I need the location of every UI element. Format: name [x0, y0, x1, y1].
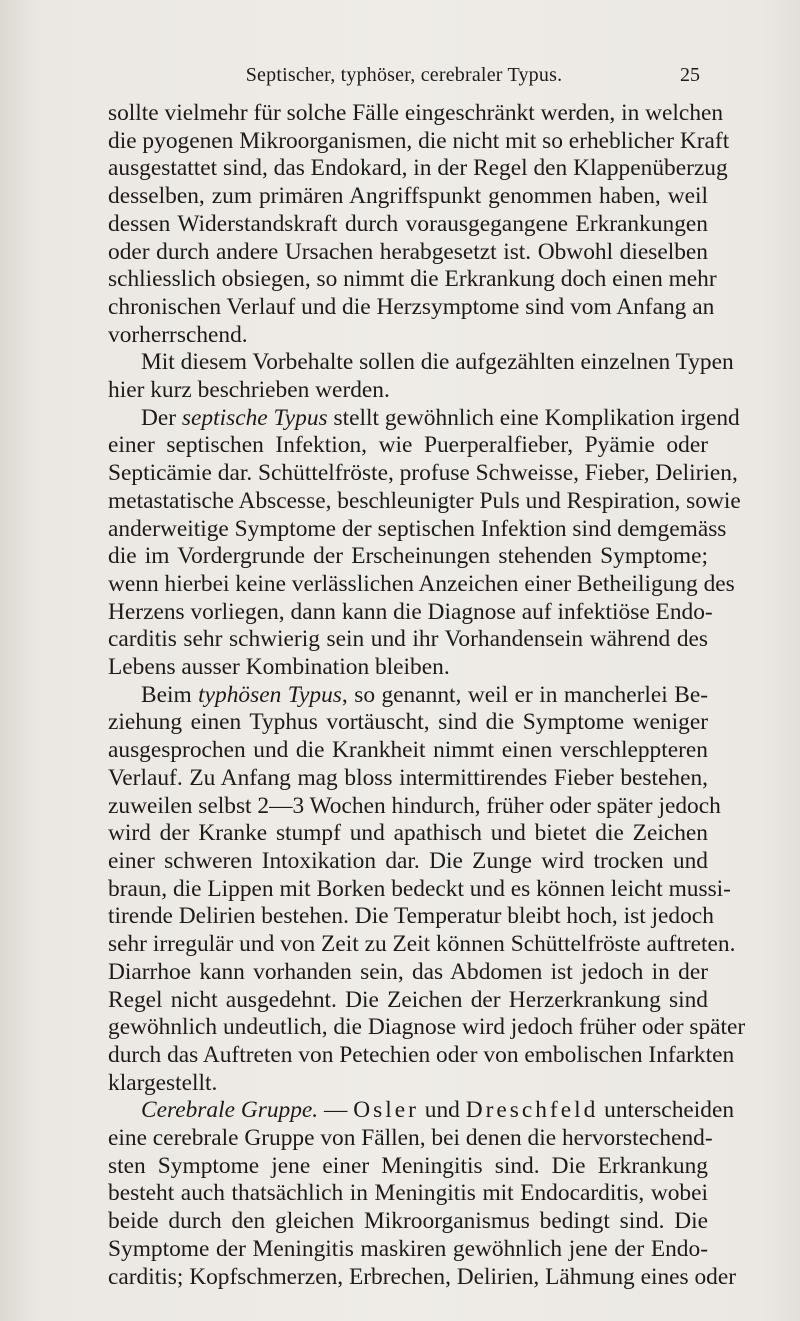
- page-header: [108, 60, 700, 90]
- text-line: sehr irregulär und von Zeit zu Zeit können Schüttelfröste auftreten.: [108, 931, 736, 958]
- text-line: braun, die Lippen mit Borken bedeckt und es können leicht mussi-: [108, 875, 731, 902]
- text-line: ziehung einen Typhus vortäuscht, sind die Symptome weniger: [108, 709, 708, 736]
- text-line: anderweitige Symptome der septischen Infektion sind demgemäss: [108, 515, 727, 542]
- lead-rest: stellt gewöhnlich eine Komplikation irgend: [327, 404, 740, 431]
- author-osler: Osler: [353, 1097, 419, 1124]
- lead-and: und: [418, 1097, 466, 1124]
- text-line: ausgesprochen und die Krankheit nimmt einen verschleppteren: [108, 737, 708, 764]
- lead-dash: —: [318, 1097, 354, 1124]
- text-line: klargestellt.: [108, 1069, 218, 1096]
- text-line: zuweilen selbst 2—3 Wochen hindurch, früher oder später jedoch: [108, 792, 721, 819]
- paragraph-typhoeser-typus: [108, 681, 746, 1098]
- text-line: eine cerebrale Gruppe von Fällen, bei denen die hervorstechend-: [108, 1125, 713, 1152]
- text-line: hier kurz beschrieben werden.: [108, 377, 390, 404]
- text-line: carditis sehr schwierig sein und ihr Vorhandensein während des: [108, 626, 708, 653]
- text-line: besteht auch thatsächlich in Meningitis mit Endocarditis, wobei: [108, 1180, 708, 1207]
- text-line: Regel nicht ausgedehnt. Die Zeichen der Herzerkrankung sind: [108, 986, 708, 1013]
- text-line: carditis; Kopfschmerzen, Erbrechen, Delirien, Lähmung eines oder: [108, 1263, 737, 1290]
- text-line-lead: [108, 1097, 735, 1125]
- text-line: desselben, zum primären Angriffspunkt genommen haben, weil: [108, 183, 708, 210]
- text-line: Mit diesem Vorbehalte sollen die aufgezählten einzelnen Typen: [141, 349, 734, 376]
- text-line: schliesslich obsiegen, so nimmt die Erkrankung doch einen mehr: [108, 266, 717, 293]
- text-line: oder durch andere Ursachen herabgesetzt ist. Obwohl dieselben: [108, 238, 708, 265]
- lead-rest: unterscheiden: [598, 1097, 735, 1124]
- paragraph-vorbehalt: [108, 349, 734, 404]
- lead-prefix: Beim: [141, 681, 199, 708]
- text-line: einer schweren Intoxikation dar. Die Zunge wird trocken und: [108, 847, 708, 874]
- text-line: durch das Auftreten von Petechien oder von embolischen Infarkten: [108, 1041, 735, 1068]
- text-line: wird der Kranke stumpf und apathisch und bietet die Zeichen: [108, 820, 708, 847]
- paragraph-cerebrale-gruppe: [108, 1097, 737, 1291]
- text-line: metastatische Abscesse, beschleunigter Puls und Respiration, sowie: [108, 487, 741, 514]
- text-line: Diarrhoe kann vorhanden sein, das Abdomen ist jedoch in der: [108, 958, 708, 985]
- text-line: tirende Delirien bestehen. Die Temperatur bleibt hoch, ist jedoch: [108, 903, 714, 930]
- text-line-lead: [108, 404, 740, 433]
- text-line: einer septischen Infektion, wie Puerperalfieber, Pyämie oder: [108, 432, 708, 459]
- page-number: 25: [680, 64, 700, 86]
- text-line: die im Vordergrunde der Erscheinungen stehenden Symptome;: [108, 543, 708, 570]
- paragraph-continuation: [108, 100, 730, 349]
- section-term-cerebral: Cerebrale Gruppe.: [141, 1097, 319, 1124]
- text-line: Septicämie dar. Schüttelfröste, profuse Schweisse, Fieber, Delirien,: [108, 460, 738, 487]
- text-line: Verlauf. Zu Anfang mag bloss intermittirendes Fieber bestehen,: [108, 764, 708, 791]
- text-line: Herzens vorliegen, dann kann die Diagnose auf infektiöse Endo-: [108, 598, 713, 625]
- text-line: die pyogenen Mikroorganismen, die nicht mit so erheblicher Kraft: [108, 127, 730, 154]
- text-line: ausgestattet sind, das Endokard, in der Regel den Klappenüberzug: [108, 155, 728, 182]
- text-line: Symptome der Meningitis maskiren gewöhnlich jene der Endo-: [108, 1235, 708, 1262]
- paragraph-septischer-typus: [108, 404, 741, 682]
- text-line: vorherrschend.: [108, 321, 248, 348]
- lead-rest: , so genannt, weil er in mancherlei Be-: [341, 681, 708, 708]
- running-head: Septischer, typhöser, cerebraler Typus.: [245, 64, 563, 86]
- section-term-septisch: septische Typus: [181, 404, 328, 431]
- lead-prefix: Der: [141, 404, 182, 431]
- section-term-typhoes: typhösen Typus: [198, 681, 342, 708]
- text-line: wenn hierbei keine verlässlichen Anzeichen einer Betheiligung des: [108, 570, 735, 597]
- body-text: [108, 100, 746, 1291]
- author-dreschfeld: Dreschfeld: [465, 1097, 599, 1124]
- text-line: Lebens ausser Kombination bleiben.: [108, 654, 450, 681]
- text-line: beide durch den gleichen Mikroorganismus bedingt sind. Die: [108, 1208, 708, 1235]
- text-line: sten Symptome jene einer Meningitis sind. Die Erkrankung: [108, 1152, 708, 1179]
- text-line: gewöhnlich undeutlich, die Diagnose wird jedoch früher oder später: [108, 1014, 746, 1041]
- text-line: dessen Widerstandskraft durch vorausgegangene Erkrankungen: [108, 210, 708, 237]
- text-line: chronischen Verlauf und die Herzsymptome sind vom Anfang an: [108, 293, 715, 320]
- text-line-lead: [108, 682, 708, 710]
- text-line: sollte vielmehr für solche Fälle eingeschränkt werden, in welchen: [108, 100, 724, 126]
